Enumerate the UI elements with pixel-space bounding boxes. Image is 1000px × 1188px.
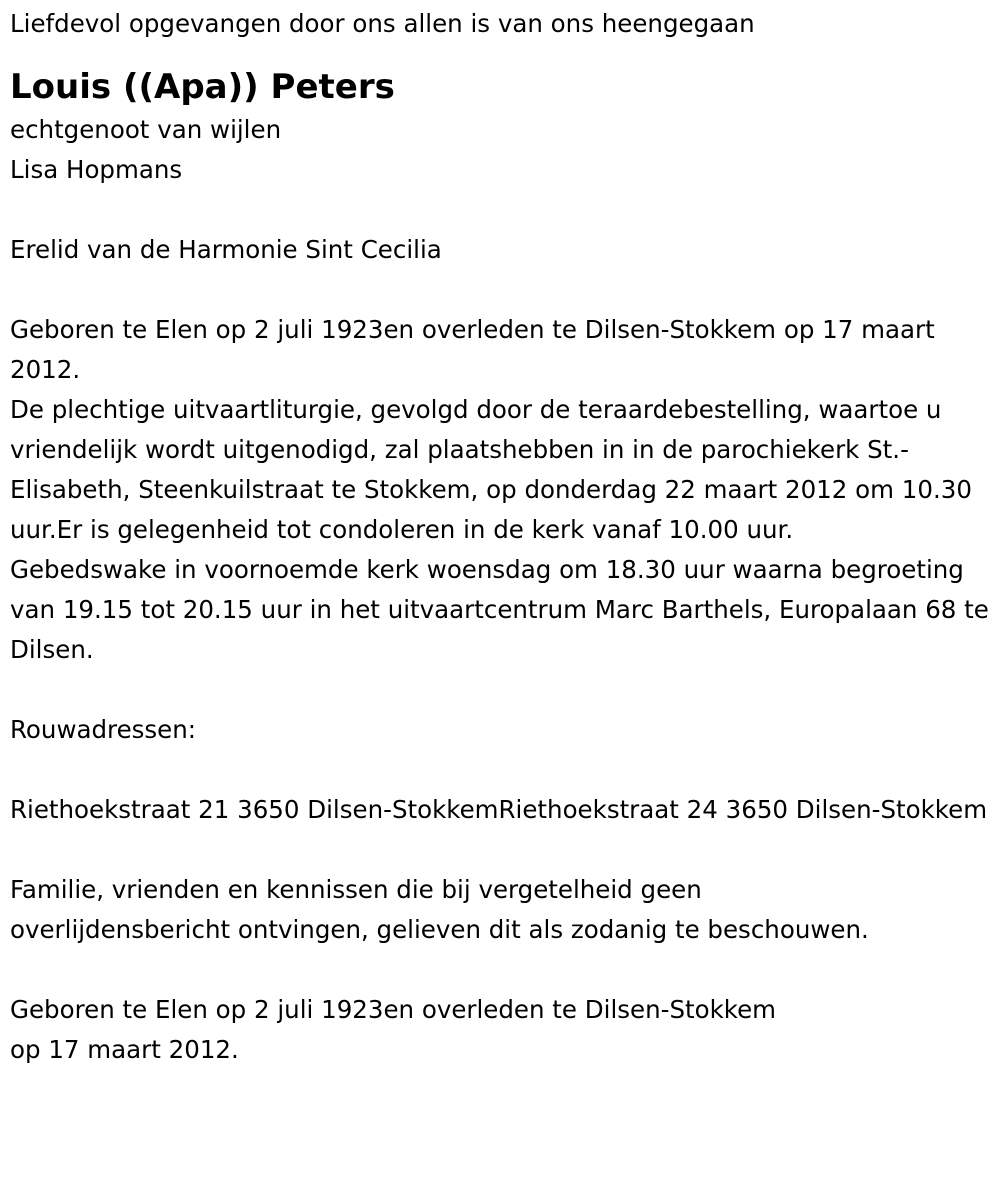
- spacer: [10, 670, 995, 710]
- spacer: [10, 270, 995, 310]
- wake-paragraph: Gebedswake in voornoemde kerk woensdag om 18.30 uur waarna begroeting van 19.15 tot 20.15 uur in het uitvaartcentrum Marc Barthels, Europalaan 68 te Dilsen.: [10, 555, 989, 664]
- notice-line-2: overlijdensbericht ontvingen, gelieven dit als zodanig te beschouwen.: [10, 915, 869, 944]
- intro-text: Liefdevol opgevangen door ons allen is van ons heengegaan: [10, 9, 755, 38]
- notice-paragraph: [10, 870, 995, 950]
- notice-line-1: Familie, vrienden en kennissen die bij vergetelheid geen: [10, 875, 702, 904]
- birth-death-repeat-line-2: op 17 maart 2012.: [10, 1035, 239, 1064]
- birth-death-paragraph: Geboren te Elen op 2 juli 1923en overleden te Dilsen-Stokkem op 17 maart 2012.: [10, 315, 935, 384]
- honorary-membership: Erelid van de Harmonie Sint Cecilia: [10, 235, 442, 264]
- spacer: [10, 950, 995, 990]
- spacer: [10, 750, 995, 790]
- obituary-notice: [10, 4, 995, 1070]
- spouse-text: [10, 110, 995, 190]
- birth-death-repeat: [10, 990, 995, 1070]
- deceased-name: Louis ((Apa)) Peters: [10, 67, 395, 107]
- spouse-line-2: Lisa Hopmans: [10, 155, 183, 184]
- funeral-paragraph: De plechtige uitvaartliturgie, gevolgd door de teraardebestelling, waartoe u vriendelijk wordt uitgenodigd, zal plaatshebben in in de parochiekerk St.-Elisabeth, Steenkuilstraat te Stokkem, op donderdag 22 maart 2012 om 10.30 uur.Er is gelegenheid tot condoleren in de kerk vanaf 10.00 uur.: [10, 395, 972, 544]
- spouse-line-1: echtgenoot van wijlen: [10, 115, 282, 144]
- birth-death-repeat-line-1: Geboren te Elen op 2 juli 1923en overleden te Dilsen-Stokkem: [10, 995, 777, 1024]
- spacer: [10, 830, 995, 870]
- spacer: [10, 190, 995, 230]
- mourning-addresses: Riethoekstraat 21 3650 Dilsen-StokkemRiethoekstraat 24 3650 Dilsen-Stokkem: [10, 795, 988, 824]
- mourning-addresses-heading: Rouwadressen:: [10, 715, 197, 744]
